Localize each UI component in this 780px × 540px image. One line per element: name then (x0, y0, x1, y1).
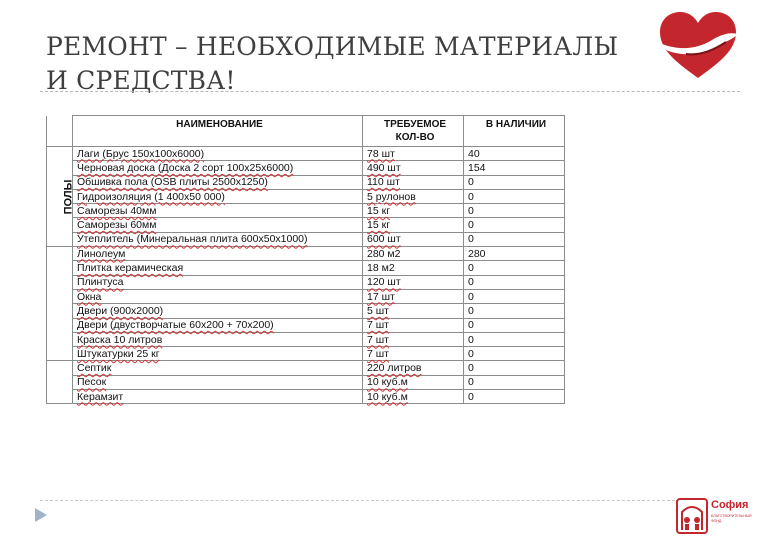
material-name: Двери (двустворчатые 60х200 + 70х200) (73, 318, 363, 332)
bottom-divider (40, 500, 675, 501)
material-name: Лаги (Брус 150х100х6000) (73, 147, 363, 161)
available-qty: 154 (464, 161, 565, 175)
header-required-line-1: ТРЕБУЕМОЕ (383, 119, 447, 130)
section-finishing (47, 247, 73, 361)
table-row (47, 375, 565, 389)
table-header-row (47, 116, 565, 147)
table-row (47, 218, 565, 232)
material-name: Штукатурки 25 кг (73, 347, 363, 361)
available-qty: 0 (464, 361, 565, 375)
available-qty: 0 (464, 347, 565, 361)
available-qty: 40 (464, 147, 565, 161)
material-name: Черновая доска (Доска 2 сорт 100х25х6000) (73, 161, 363, 175)
required-qty: 7 шт (363, 332, 464, 346)
required-qty: 18 м2 (363, 261, 464, 275)
table-row (47, 232, 565, 246)
material-name: Обшивка пола (OSB плиты 2500х1250) (73, 175, 363, 189)
table-row (47, 247, 565, 261)
material-name: Саморезы 40мм (73, 204, 363, 218)
section-floors-label: ПОЛЫ (62, 179, 75, 214)
table-row (47, 275, 565, 289)
section-floors (47, 147, 73, 247)
material-name: Саморезы 60мм (73, 218, 363, 232)
table-row (47, 289, 565, 303)
available-qty: 0 (464, 318, 565, 332)
material-name: Песок (73, 375, 363, 389)
required-qty: 17 шт (363, 289, 464, 303)
material-name: Плинтуса (73, 275, 363, 289)
table-row (47, 175, 565, 189)
table-row (47, 189, 565, 203)
header-spacer (47, 116, 73, 147)
available-qty: 0 (464, 390, 565, 404)
required-qty: 220 литров (363, 361, 464, 375)
required-qty: 5 рулонов (363, 189, 464, 203)
header-required (363, 116, 464, 147)
available-qty: 0 (464, 175, 565, 189)
required-qty: 120 шт (363, 275, 464, 289)
title-line-1: РЕМОНТ – НЕОБХОДИМЫЕ МАТЕРИАЛЫ (46, 32, 619, 61)
material-name: Линолеум (73, 247, 363, 261)
available-qty: 0 (464, 261, 565, 275)
available-qty: 0 (464, 275, 565, 289)
brand-name: София (711, 499, 749, 511)
required-qty: 10 куб.м (363, 390, 464, 404)
available-qty: 0 (464, 375, 565, 389)
table-row (47, 204, 565, 218)
required-qty: 7 шт (363, 318, 464, 332)
available-qty: 0 (464, 289, 565, 303)
required-qty: 600 шт (363, 232, 464, 246)
available-qty: 0 (464, 304, 565, 318)
required-qty: 5 шт (363, 304, 464, 318)
table-row (47, 347, 565, 361)
table-row (47, 332, 565, 346)
material-name: Краска 10 литров (73, 332, 363, 346)
table-row (47, 318, 565, 332)
table-row (47, 390, 565, 404)
required-qty: 15 кг (363, 218, 464, 232)
required-qty: 78 шт (363, 147, 464, 161)
play-arrow-icon (34, 507, 48, 523)
material-name: Септик (73, 361, 363, 375)
brand-subtitle: БЛАГОТВОРИТЕЛЬНЫЙ ФОНД (711, 514, 752, 523)
required-qty: 490 шт (363, 161, 464, 175)
section-outdoor (47, 361, 73, 404)
material-name: Керамзит (73, 390, 363, 404)
required-qty: 110 шт (363, 175, 464, 189)
header-required-line-2: КОЛ-ВО (395, 132, 435, 143)
title-line-2: И СРЕДСТВА! (46, 66, 236, 95)
available-qty: 0 (464, 218, 565, 232)
available-qty: 280 (464, 247, 565, 261)
available-qty: 0 (464, 332, 565, 346)
materials-table (46, 115, 565, 404)
table-row (47, 304, 565, 318)
top-divider (40, 91, 740, 92)
available-qty: 0 (464, 204, 565, 218)
material-name: Гидроизоляция (1 400х50 000) (73, 189, 363, 203)
required-qty: 280 м2 (363, 247, 464, 261)
material-name: Плитка керамическая (73, 261, 363, 275)
table-row (47, 161, 565, 175)
header-available: В НАЛИЧИИ (464, 116, 565, 147)
material-name: Окна (73, 289, 363, 303)
material-name: Двери (900х2000) (73, 304, 363, 318)
available-qty: 0 (464, 232, 565, 246)
table-row (47, 261, 565, 275)
required-qty: 10 куб.м (363, 375, 464, 389)
heart-logo-icon (656, 10, 740, 80)
available-qty: 0 (464, 189, 565, 203)
required-qty: 7 шт (363, 347, 464, 361)
table-row (47, 361, 565, 375)
page-title (46, 30, 646, 98)
header-name: НАИМЕНОВАНИЕ (73, 116, 363, 147)
required-qty: 15 кг (363, 204, 464, 218)
table-row (47, 147, 565, 161)
material-name: Утеплитель (Минеральная плита 600х50х1000) (73, 232, 363, 246)
